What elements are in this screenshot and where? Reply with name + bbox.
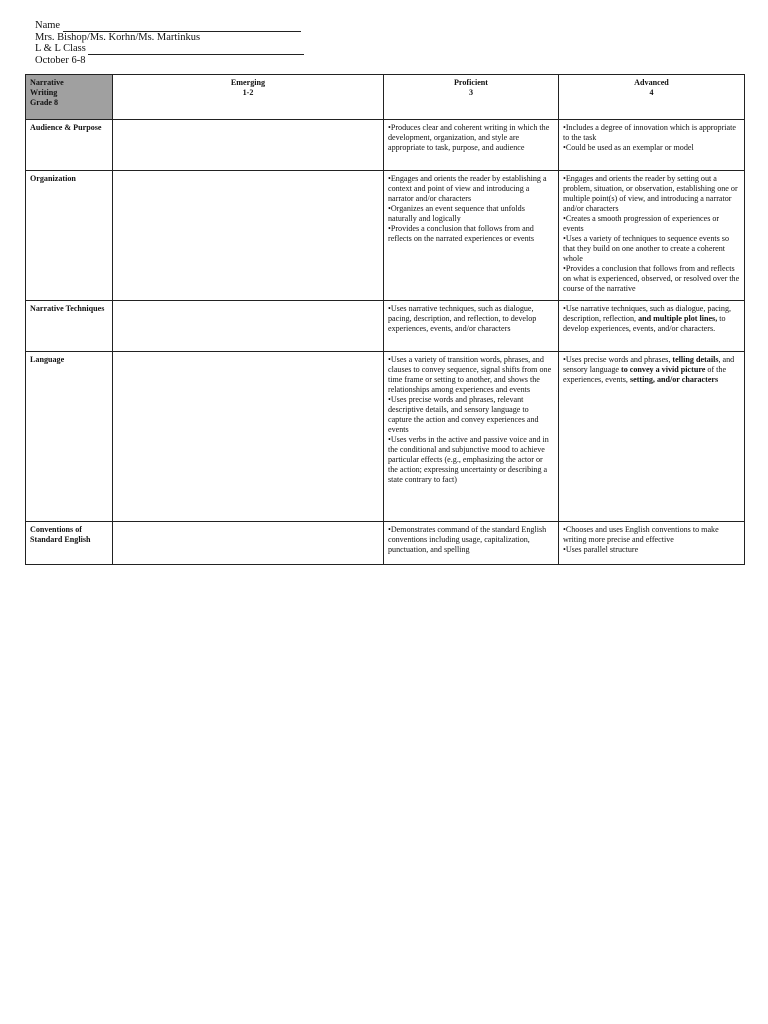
emerging-cell xyxy=(113,301,384,352)
name-label: Name xyxy=(35,20,61,31)
rubric-title-line: Grade 8 xyxy=(30,98,59,107)
row-label-organization: Organization xyxy=(26,171,113,301)
criterion: •Organizes an event sequence that unfolds naturally and logically xyxy=(388,204,525,223)
emerging-cell xyxy=(113,352,384,522)
class-line xyxy=(35,43,304,55)
criterion: •Includes a degree of innovation which is appropriate to the task xyxy=(563,123,736,142)
criterion: •Could be used as an exemplar or model xyxy=(563,143,694,152)
column-name: Proficient xyxy=(453,78,488,87)
criterion: •Provides a conclusion that follows from and reflects on the narrated experiences or events xyxy=(388,224,535,243)
advanced-cell xyxy=(559,171,745,301)
criterion: •Chooses and uses English conventions to make writing more precise and effective xyxy=(563,525,719,544)
rubric-title-line: Narrative xyxy=(30,78,64,87)
column-score: 4 xyxy=(649,88,654,97)
criterion: •Uses precise words and phrases, relevant descriptive details, and sensory language to capture the action and convey experiences and events xyxy=(388,395,539,434)
criterion: •Engages and orients the reader by establishing a context and point of view and introducing a narrator and/or characters xyxy=(388,174,547,203)
criterion-text: , and sensory language xyxy=(563,355,735,374)
advanced-cell xyxy=(559,120,745,171)
criterion xyxy=(563,304,740,334)
criterion xyxy=(563,355,740,385)
criterion: •Demonstrates command of the standard English conventions including usage, capitalization, punctuation, and spelling xyxy=(388,525,547,554)
class-label: L & L Class xyxy=(35,43,86,54)
row-label-conventions: Conventions of Standard English xyxy=(26,522,113,565)
column-header-advanced xyxy=(559,75,745,120)
criterion: •Produces clear and coherent writing in which the development, organization, and style are appropriate to task, purpose, and audience xyxy=(388,123,550,152)
advanced-cell xyxy=(559,301,745,352)
document-header xyxy=(35,20,304,66)
rubric-table xyxy=(25,74,745,565)
criterion-emphasis: to convey a vivid picture xyxy=(621,365,706,374)
header-row xyxy=(26,75,745,120)
criterion-text: •Use narrative techniques, such as dialogue, pacing, description, reflection, xyxy=(563,304,732,323)
column-header-emerging xyxy=(113,75,384,120)
criterion: •Engages and orients the reader by setting out a problem, situation, or observation, establishing one or multiple point(s) of view, and introducing a narrator and/or characters xyxy=(563,174,738,213)
column-name: Emerging xyxy=(230,78,266,87)
criterion: •Uses narrative techniques, such as dialogue, pacing, description, and reflection, to develop experiences, events, and/or characters xyxy=(388,304,537,333)
criterion-emphasis: setting, and/or characters xyxy=(629,375,719,384)
proficient-cell xyxy=(384,522,559,565)
criterion: •Provides a conclusion that follows from and reflects on what is experienced, observed, or resolved over the course of the narrative xyxy=(563,264,740,293)
criterion-text: to develop experiences, events, and/or characters. xyxy=(563,314,726,333)
teachers-line: Mrs. Bishop/Ms. Korhn/Ms. Martinkus xyxy=(35,31,201,43)
table-row xyxy=(26,522,745,565)
criterion-text: •Uses precise words and phrases, xyxy=(563,355,673,364)
emerging-cell xyxy=(113,120,384,171)
name-line xyxy=(35,20,304,32)
rubric-title-cell xyxy=(26,75,113,120)
column-name: Advanced xyxy=(634,78,669,87)
proficient-cell xyxy=(384,352,559,522)
date-line: October 6-8 xyxy=(35,54,86,66)
table-row xyxy=(26,171,745,301)
criterion: •Uses parallel structure xyxy=(563,545,639,554)
table-row xyxy=(26,120,745,171)
criterion-text: of the experiences, events, xyxy=(563,365,727,384)
table-row xyxy=(26,352,745,522)
proficient-cell xyxy=(384,120,559,171)
row-label-audience-purpose: Audience & Purpose xyxy=(26,120,113,171)
class-blank xyxy=(88,45,304,55)
name-blank xyxy=(63,22,301,32)
proficient-cell xyxy=(384,301,559,352)
criterion: •Uses a variety of transition words, phrases, and clauses to convey sequence, signal shifts from one time frame or setting to another, and shows the relationships among experiences and events xyxy=(388,355,552,394)
criterion-emphasis: and multiple plot lines, xyxy=(638,314,718,323)
column-score: 1-2 xyxy=(242,88,254,97)
criterion: •Uses a variety of techniques to sequence events so that they build on one another to create a coherent whole xyxy=(563,234,730,263)
row-label-narrative-techniques: Narrative Techniques xyxy=(26,301,113,352)
advanced-cell xyxy=(559,352,745,522)
emerging-cell xyxy=(113,171,384,301)
column-score: 3 xyxy=(468,88,474,97)
row-label-language: Language xyxy=(26,352,113,522)
emerging-cell xyxy=(113,522,384,565)
column-header-proficient xyxy=(384,75,559,120)
criterion-emphasis: telling details xyxy=(672,355,719,364)
advanced-cell xyxy=(559,522,745,565)
rubric-title-line: Writing xyxy=(30,88,58,97)
table-row xyxy=(26,301,745,352)
criterion: •Creates a smooth progression of experiences or events xyxy=(563,214,720,233)
proficient-cell xyxy=(384,171,559,301)
criterion: •Uses verbs in the active and passive voice and in the conditional and subjunctive mood to achieve particular effects (e.g., emphasizing the actor or the action; expressing uncertainty or describing a state contrary to fact) xyxy=(388,435,549,484)
